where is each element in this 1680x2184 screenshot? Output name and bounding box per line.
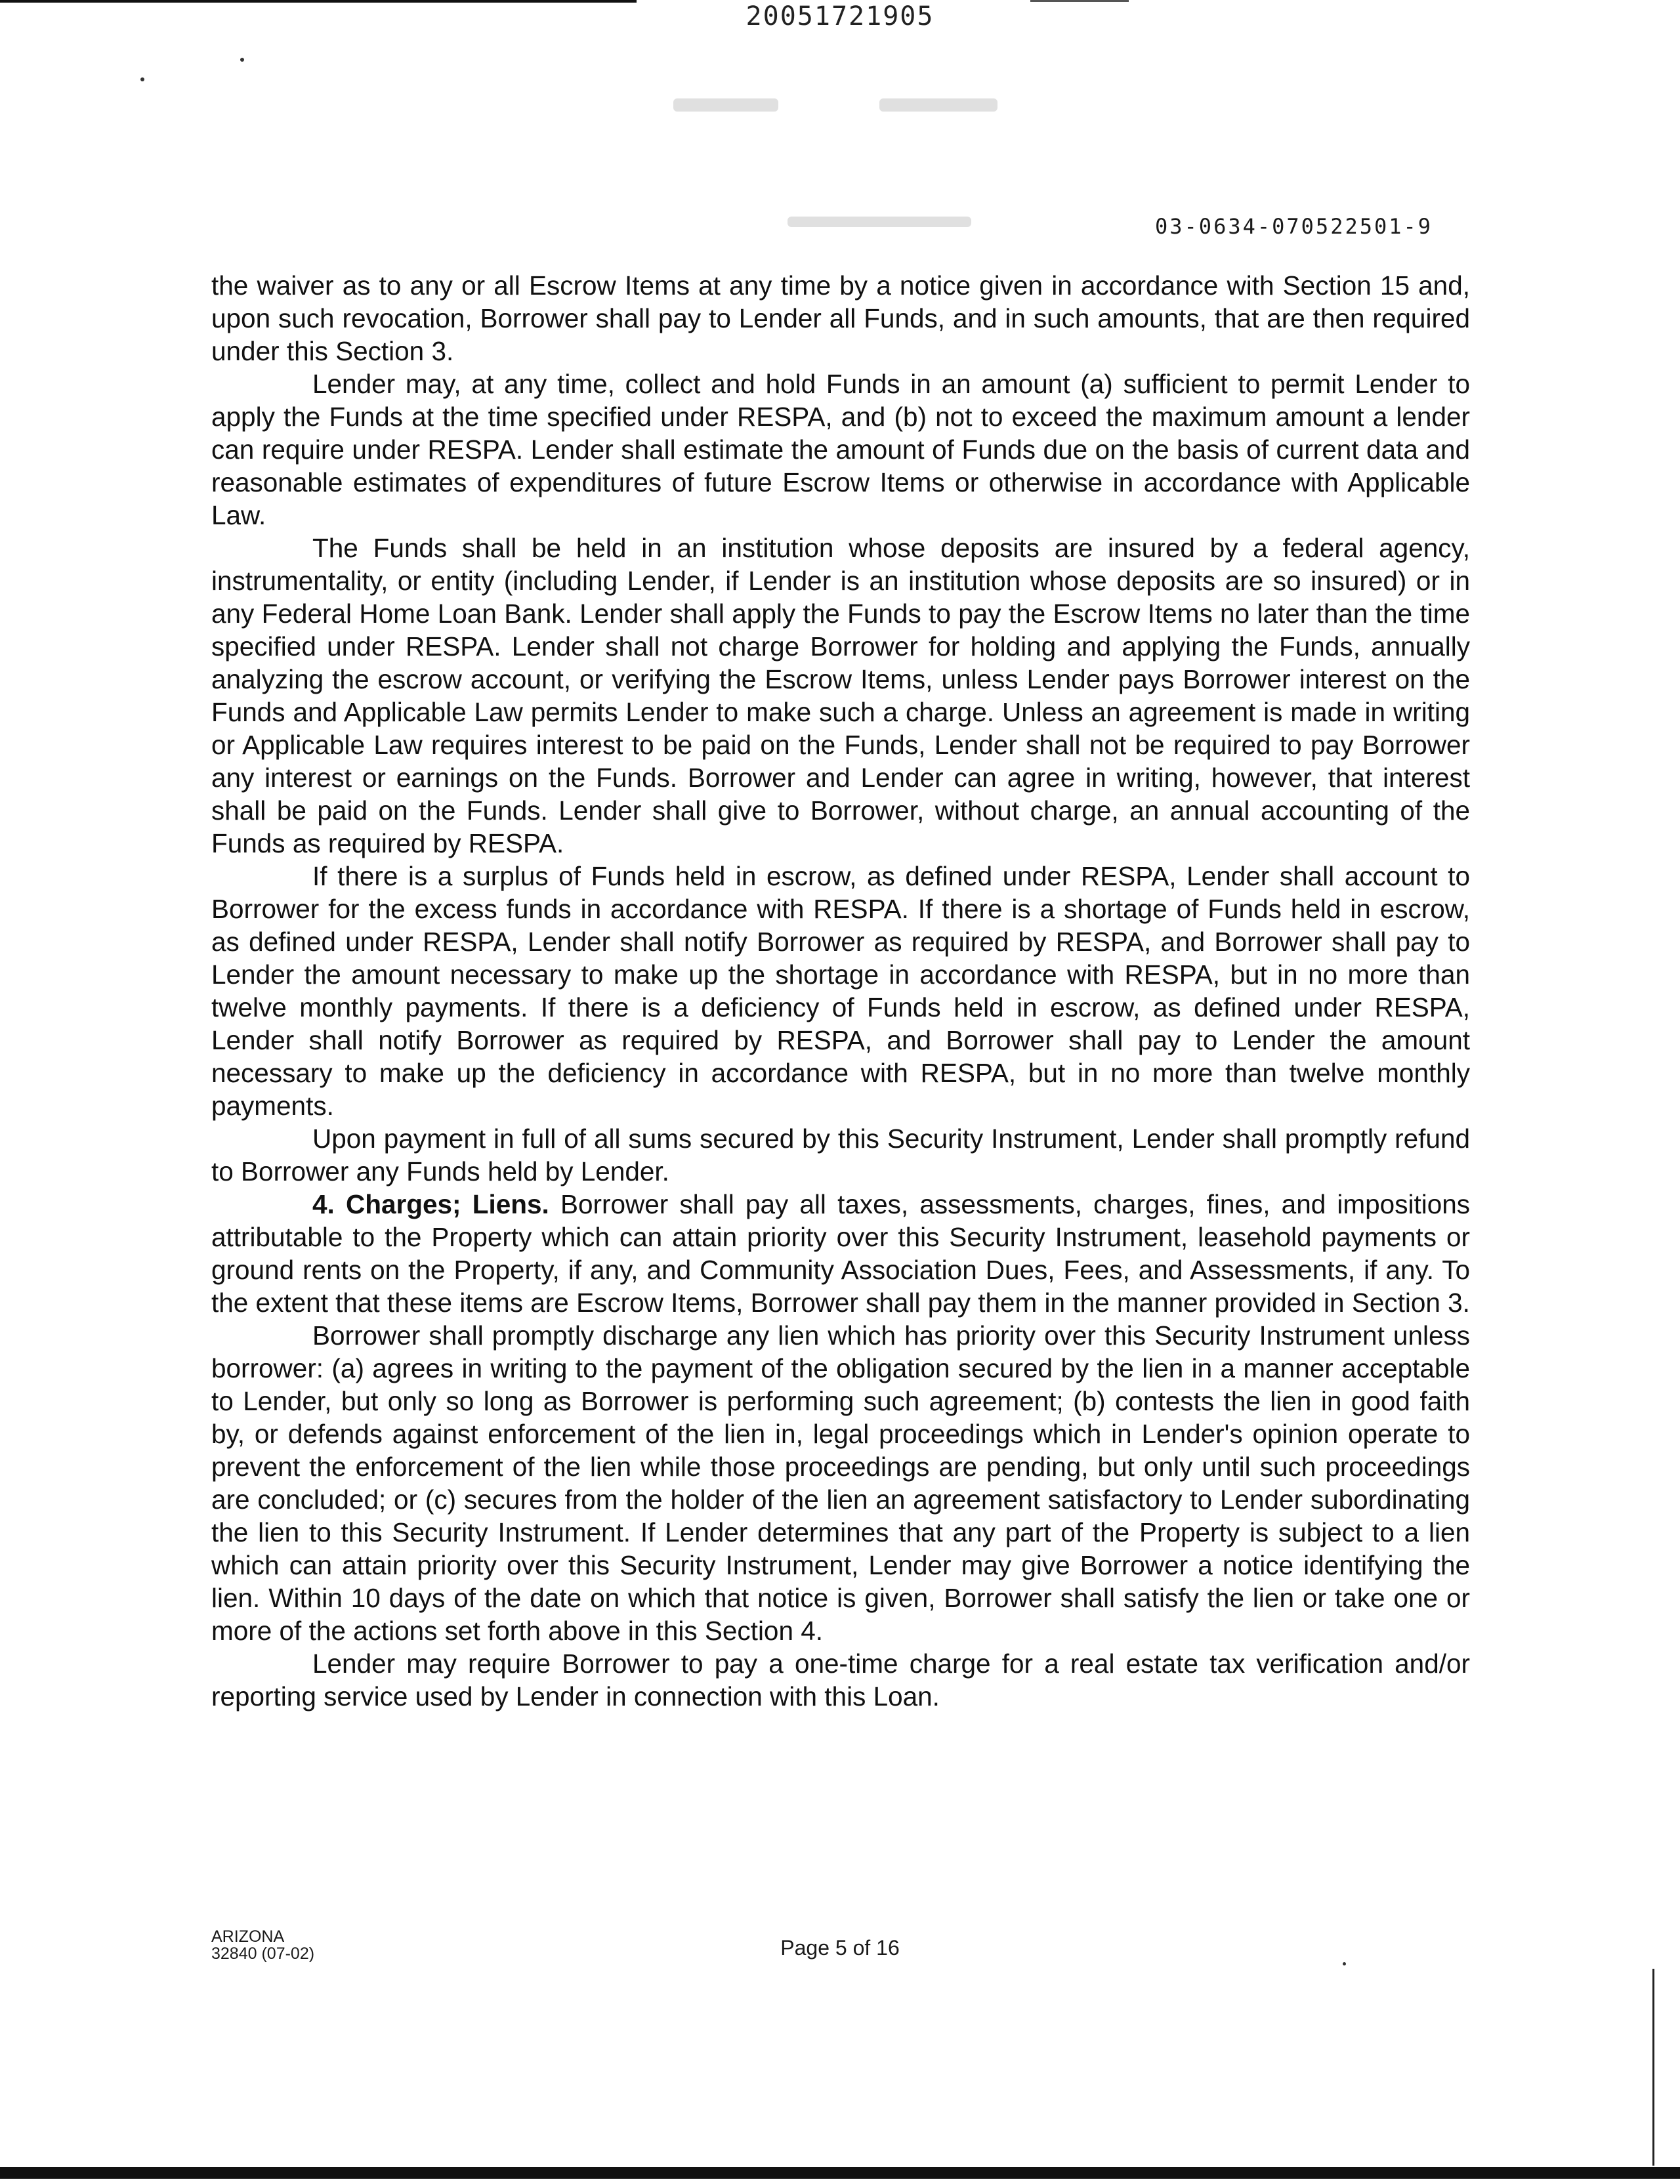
- section-text-charges-liens: Borrower shall pay all taxes, assessments, charges, fines, and impositions attributable to the Property which can attain priority over this Security Instrument, leasehold payments or ground rents on the Property, if any, and Community Association Dues, Fees, and Assessments, if any. To the extent that these items are Escrow Items, Borrower shall pay them in the manner provided in Section 3.: [211, 1189, 1471, 1318]
- paragraph-funds-held: The Funds shall be held in an institution whose deposits are insured by a federal agency, instrumentality, or entity (including Lender, if Lender is an institution whose deposits are so insured) or in any Federal Home Loan Bank. Lender shall apply the Funds to pay the Escrow Items no later than the time specified under RESPA. Lender shall not charge Borrower for holding and applying the Funds, annually analyzing the escrow account, or verifying the Escrow Items, unless Lender pays Borrower interest on the Funds and Applicable Law permits Lender to make such a charge. Unless an agreement is made in writing or Applicable Law requires interest to be paid on the Funds, Lender shall not be required to pay Borrower any interest or earnings on the Funds. Borrower and Lender can agree in writing, however, that interest shall be paid on the Funds. Lender shall give to Borrower, without charge, an annual accounting of the Funds as required by RESPA.: [211, 533, 1470, 858]
- footer-state: ARIZONA: [211, 1927, 285, 1946]
- faint-stamp-mark: [879, 98, 998, 112]
- faint-stamp-mark: [788, 217, 971, 227]
- section-heading-charges-liens: 4. Charges; Liens.: [312, 1189, 549, 1219]
- paragraph-charges-liens: [211, 1188, 1470, 1319]
- faint-stamp-mark: [673, 98, 778, 112]
- paragraph-lender-collect-funds: Lender may, at any time, collect and hold Funds in an amount (a) sufficient to permit Lender to apply the Funds at the time specified under RESPA, and (b) not to exceed the maximum amount a lender can require under RESPA. Lender shall estimate the amount of Funds due on the basis of current data and reasonable estimates of expenditures of future Escrow Items or otherwise in accordance with Applicable Law.: [211, 369, 1470, 530]
- document-body: [211, 269, 1470, 1713]
- scan-speck: [240, 58, 244, 62]
- paragraph-escrow-waiver: the waiver as to any or all Escrow Items at any time by a notice given in accordance with Section 15 and, upon such revocation, Borrower shall pay to Lender all Funds, and in such amounts, that are then required under this Section 3.: [211, 270, 1470, 366]
- recording-number: 20051721905: [746, 1, 934, 32]
- scan-bottom-border: [0, 2167, 1680, 2179]
- footer-form-number: 32840 (07-02): [211, 1944, 315, 1963]
- paragraph-refund: Upon payment in full of all sums secured by this Security Instrument, Lender shall promptly refund to Borrower any Funds held by Lender.: [211, 1124, 1470, 1186]
- paragraph-tax-verification: Lender may require Borrower to pay a one-time charge for a real estate tax verification and/or reporting service used by Lender in connection with this Loan.: [211, 1648, 1470, 1712]
- scan-right-edge: [1652, 1969, 1654, 2166]
- paragraph-discharge-lien: Borrower shall promptly discharge any lien which has priority over this Security Instrument unless borrower: (a) agrees in writing to the payment of the obligation secured by the lien in a manner acceptable to Lender, but only so long as Borrower is performing such agreement; (b) contests the lien in good faith by, or defends against enforcement of the lien in, legal proceedings which in Lender's opinion operate to prevent the enforcement of the lien while those proceedings are pending, but only until such proceedings are concluded; or (c) secures from the holder of the lien an agreement satisfactory to Lender subordinating the lien to this Security Instrument. If Lender determines that any part of the Property is subject to a lien which can attain priority over this Security Instrument, Lender may give Borrower a notice identifying the lien. Within 10 days of the date on which that notice is given, Borrower shall satisfy the lien or take one or more of the actions set forth above in this Section 4.: [211, 1320, 1470, 1646]
- scan-speck: [1343, 1962, 1346, 1965]
- scan-speck: [140, 77, 144, 81]
- loan-number: 03-0634-070522501-9: [1155, 214, 1433, 239]
- paragraph-surplus-shortage: If there is a surplus of Funds held in escrow, as defined under RESPA, Lender shall account to Borrower for the excess funds in accordance with RESPA. If there is a shortage of Funds held in escrow, as defined under RESPA, Lender shall notify Borrower as required by RESPA, and Borrower shall pay to Lender the amount necessary to make up the shortage in accordance with RESPA, but in no more than twelve monthly payments. If there is a deficiency of Funds held in escrow, as defined under RESPA, Lender shall notify Borrower as required by RESPA, and Borrower shall pay to Lender the amount necessary to make up the deficiency in accordance with RESPA, but in no more than twelve monthly payments.: [211, 861, 1470, 1121]
- page-number: Page 5 of 16: [780, 1936, 900, 1960]
